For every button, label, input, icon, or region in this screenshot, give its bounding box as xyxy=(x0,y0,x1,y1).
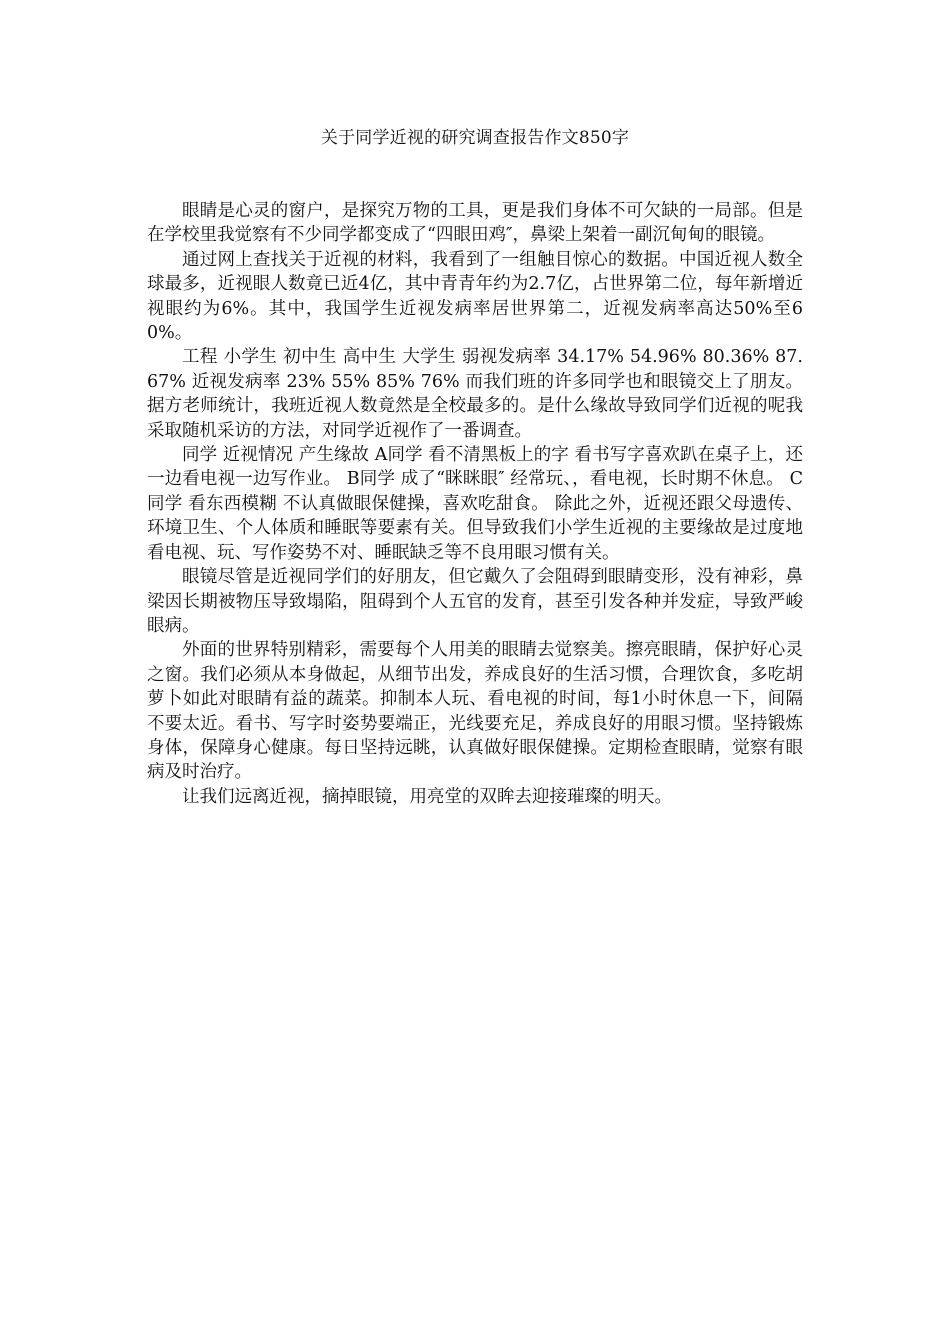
paragraph-statistics: 通过网上查找关于近视的材料，我看到了一组触目惊心的数据。中国近视人数全球最多，近视眼人数竟已近4亿，其中青青年约为2.7亿，占世界第二位，每年新增近视眼约为6%。其中，我国学生近视发病率居世界第二，近视发病率高达50%至60%。 xyxy=(147,249,803,344)
paragraph-harm: 眼镜尽管是近视同学们的好朋友，但它戴久了会阻碍到眼睛变形，没有神彩，鼻梁因长期被物压导致塌陷，阻碍到个人五官的发育，甚至引发各种并发症，导致严峻眼病。 xyxy=(147,567,803,636)
paragraph-advice: 外面的世界特别精彩，需要每个人用美的眼睛去觉察美。擦亮眼睛，保护好心灵之窗。我们必须从本身做起，从细节出发，养成良好的生活习惯，合理饮食，多吃胡萝卜如此对眼睛有益的蔬菜。抑制本人玩、看电视的时间，每1小时休息一下，间隔不要太近。看书、写字时姿势要端正，光线要充足，养成良好的用眼习惯。坚持锻炼身体，保障身心健康。每日坚持远眺，认真做好眼保健操。定期检查眼睛，觉察有眼病及时治疗。 xyxy=(147,640,803,783)
document-title: 关于同学近视的研究调查报告作文850字 xyxy=(320,128,630,148)
document-body xyxy=(147,199,803,809)
paragraph-intro: 眼睛是心灵的窗户，是探究万物的工具，更是我们身体不可欠缺的一局部。但是在学校里我觉察有不少同学都变成了“四眼田鸡″，鼻梁上架着一副沉甸甸的眼镜。 xyxy=(147,201,803,246)
paragraph-rate-table: 工程 小学生 初中生 高中生 大学生 弱视发病率 34.17% 54.96% 80.36% 87.67% 近视发病率 23% 55% 85% 76% 而我们班的许多同学也和眼镜交上了朋友。据方老师统计，我班近视人数竟然是全校最多的。是什么缘故导致同学们近视的呢我采取随机采访的方法，对同学近视作了一番调查。 xyxy=(147,347,803,441)
paragraph-survey-table: 同学 近视情况 产生缘故 A同学 看不清黑板上的字 看书写字喜欢趴在桌子上，还一边看电视一边写作业。 B同学 成了“眯眯眼″ 经常玩、，看电视，长时期不休息。 C同学 看东西模糊 不认真做眼保健操，喜欢吃甜食。 除此之外，近视还跟父母遗传、环境卫生、个人体质和睡眠等要素有关。但导致我们小学生近视的主要缘故是过度地看电视、玩、写作姿势不对、睡眠缺乏等不良用眼习惯有关。 xyxy=(147,445,803,563)
paragraph-conclusion: 让我们远离近视，摘掉眼镜，用亮堂的双眸去迎接璀璨的明天。 xyxy=(182,786,672,807)
